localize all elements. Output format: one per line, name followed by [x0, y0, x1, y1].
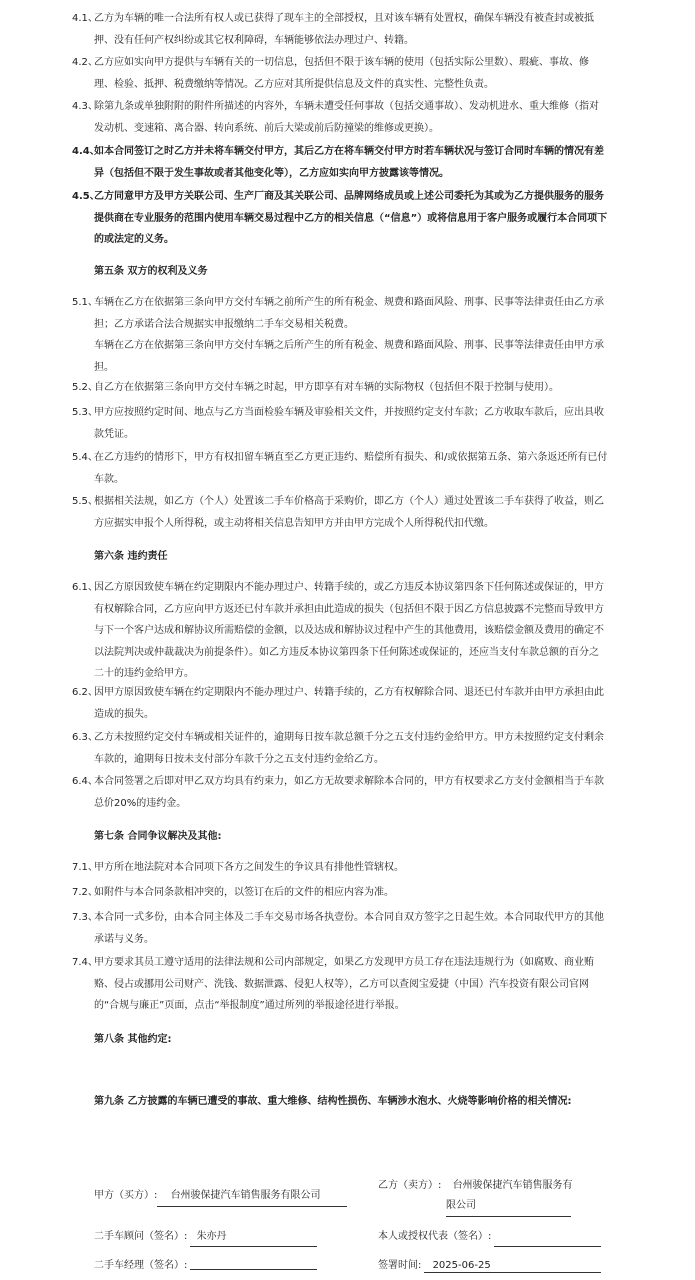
seller-value-line1: 台州骏保捷汽车销售服务有: [452, 1180, 573, 1191]
clause-5-4: [72, 447, 608, 490]
clause-text: 乙方同意甲方及甲方关联公司、生产厂商及其关联公司、品牌网络成员或上述公司委托为其或为乙方提供服务的服务提供商在专业服务的范围内使用车辆交易过程中乙方的相关信息（“信息”）或将信息用于客户服务或履行本合同项下的或法定的义务。: [94, 191, 608, 245]
representative-label: 本人或授权代表（签名）:: [378, 1231, 492, 1242]
clause-number: 7.3、: [72, 912, 98, 923]
signing-date-block: [378, 1256, 491, 1276]
clause-5-5: [72, 491, 608, 534]
clause-text: 如本合同签订之时乙方并未将车辆交付甲方，其后乙方在将车辆交付甲方时若车辆状况与签订合同时车辆的情况有差异（包括但不限于发生事故或者其他变化等），乙方应如实向甲方披露该等情况。: [94, 146, 604, 179]
clause-number: 5.4、: [72, 452, 98, 463]
clause-text: 因甲方原因致使车辆在约定期限内不能办理过户、转籍手续的，乙方有权解除合同、退还已付车款并由甲方承担由此造成的损失。: [94, 687, 604, 720]
clause-text: 本合同一式多份，由本合同主体及二手车交易市场各执壹份。本合同自双方签字之日起生效。本合同取代甲方的其他承诺与义务。: [94, 912, 604, 945]
clause-text: 自乙方在依据第三条向甲方交付车辆之时起，甲方即享有对车辆的实际物权（包括但不限于控制与使用）。: [94, 382, 559, 393]
clause-6-2: [72, 682, 608, 725]
signing-date-label: 签署时间:: [378, 1260, 422, 1271]
advisor-label: 二手车顾问（签名）:: [94, 1231, 188, 1242]
advisor-signature-block: [94, 1227, 227, 1247]
clause-text: 乙方为车辆的唯一合法所有权人或已获得了现车主的全部授权，且对该车辆有处置权，确保车辆没有被查封或被抵押、没有任何产权纠纷或其它权利障碍，车辆能够依法办理过户、转籍。: [94, 13, 594, 46]
seller-label: 乙方（卖方）:: [378, 1180, 442, 1191]
advisor-signature-line: [190, 1246, 317, 1247]
clause-7-4: [72, 952, 608, 1017]
clause-text: 乙方未按照约定交付车辆或相关证件的，逾期每日按车款总额千分之五支付违约金给甲方。甲方未按照约定支付剩余车款的，逾期每日按未支付部分车款千分之五支付违约金给乙方。: [94, 732, 604, 765]
buyer-signature-block: [94, 1186, 321, 1206]
clause-6-1: [72, 577, 608, 685]
advisor-value: 朱亦丹: [196, 1231, 227, 1242]
clause-number: 5.1、: [72, 297, 98, 308]
buyer-label: 甲方（买方）:: [94, 1190, 158, 1201]
seller-signature-block: [378, 1176, 573, 1196]
clause-5-1: [72, 292, 608, 378]
clause-5-2: [72, 377, 608, 399]
article-9-heading: 第九条 乙方披露的车辆已遭受的事故、重大维修、结构性损伤、车辆涉水泡水、火烧等影响价格的相关情况:: [94, 1096, 572, 1107]
clause-text: 车辆在乙方在依据第三条向甲方交付车辆之后所产生的所有税金、规费和路面风险、刑事、民事等法律责任由甲方承担。: [94, 340, 604, 373]
signing-date-value: 2025-06-25: [432, 1260, 491, 1271]
clause-number: 7.2、: [72, 887, 98, 898]
manager-signature-block: [94, 1256, 187, 1276]
clause-5-3: [72, 402, 608, 445]
clause-6-3: [72, 727, 608, 770]
clause-number: 7.4、: [72, 957, 98, 968]
buyer-signature-line: [157, 1206, 347, 1207]
seller-signature-line: [446, 1216, 571, 1217]
manager-signature-line: [190, 1269, 317, 1270]
clause-number: 6.2、: [72, 687, 98, 698]
seller-value-line2: 限公司: [446, 1200, 476, 1211]
clause-7-2: [72, 882, 608, 904]
clause-number: 4.1、: [72, 13, 98, 24]
clause-number: 5.2、: [72, 382, 98, 393]
clause-text: 如附件与本合同条款相冲突的，以签订在后的文件的相应内容为准。: [94, 887, 394, 898]
clause-4-2: [72, 52, 608, 95]
representative-signature-line: [494, 1246, 601, 1247]
clause-4-1: [72, 8, 608, 51]
clause-text: 乙方应如实向甲方提供与车辆有关的一切信息，包括但不限于该车辆的使用（包括实际公里数）、瑕疵、事故、修理、检验、抵押、税费缴纳等情况。乙方应对其所提供信息及文件的真实性、完整性负责。: [94, 57, 589, 90]
clause-text: 甲方应按照约定时间、地点与乙方当面检验车辆及审验相关文件，并按照约定支付车款；乙方收取车款后，应出具收款凭证。: [94, 407, 604, 440]
clause-number: 4.3、: [72, 101, 98, 112]
clause-4-5: [72, 186, 608, 251]
article-6-heading: 第六条 违约责任: [94, 551, 168, 562]
clause-number: 6.4、: [72, 776, 98, 787]
representative-signature-block: [378, 1227, 491, 1247]
clause-4-3: [72, 96, 608, 139]
clause-text: 因乙方原因致使车辆在约定期限内不能办理过户、转籍手续的，或乙方违反本协议第四条下任何陈述或保证的，甲方有权解除合同，乙方应向甲方返还已付车款并承担由此造成的损失（包括但不限于因乙方信息披露不完整而导致甲方与下一个客户达成和解协议所需赔偿的金额，以及达成和解协议过程中产生的其他费用，该赔偿金额及费用的确定不以法院判决或仲裁裁决为前提条件）。如乙方违反本协议第四条下任何陈述或保证的，还应当支付车款总额的百分之二十的违约金给甲方。: [94, 582, 604, 679]
clause-text: 甲方要求其员工遵守适用的法律法规和公司内部规定，如果乙方发现甲方员工存在违法违规行为（如腐败、商业贿赂、侵占或挪用公司财产、洗钱、数据泄露、侵犯人权等），乙方可以查阅宝爱捷（中国）汽车投资有限公司官网的“合规与廉正”页面，点击“举报制度”通过所列的举报途径进行举报。: [94, 957, 594, 1011]
article-7-heading: 第七条 合同争议解决及其他:: [94, 831, 222, 842]
clause-number: 4.4、: [72, 146, 100, 157]
clause-number: 6.3、: [72, 732, 98, 743]
clause-number: 4.2、: [72, 57, 98, 68]
clause-text: 甲方所在地法院对本合同项下各方之间发生的争议具有排他性管辖权。: [94, 862, 404, 873]
clause-number: 5.5、: [72, 496, 98, 507]
signing-date-line: [424, 1272, 601, 1273]
clause-text: 本合同签署之后即对甲乙双方均具有约束力，如乙方无故要求解除本合同的，甲方有权要求乙方支付金额相当于车款总价20%的违约金。: [94, 776, 604, 809]
clause-number: 6.1、: [72, 582, 98, 593]
clause-number: 7.1、: [72, 862, 98, 873]
clause-number: 4.5、: [72, 191, 100, 202]
clause-text: 除第九条或单独附附的附件所描述的内容外，车辆未遭受任何事故（包括交通事故）、发动机进水、重大维修（指对发动机、变速箱、离合器、转向系统、前后大梁或前后防撞梁的维修或更换）。: [94, 101, 599, 134]
clause-text: 在乙方违约的情形下，甲方有权扣留车辆直至乙方更正违约、赔偿所有损失、和/或依据第五条、第六条返还所有已付车款。: [94, 452, 608, 485]
clause-4-4: [72, 141, 608, 184]
clause-number: 5.3、: [72, 407, 98, 418]
buyer-value: 台州骏保捷汽车销售服务有限公司: [170, 1190, 321, 1201]
clause-7-1: [72, 857, 608, 879]
clause-text: 车辆在乙方在依据第三条向甲方交付车辆之前所产生的所有税金、规费和路面风险、刑事、民事等法律责任由乙方承担；乙方承诺合法合规据实申报缴纳二手车交易相关税费。: [94, 297, 604, 330]
clause-text: 根据相关法规，如乙方（个人）处置该二手车价格高于采购价，即乙方（个人）通过处置该二手车获得了收益，则乙方应据实申报个人所得税，或主动将相关信息告知甲方并由甲方完成个人所得税代扣代缴。: [94, 496, 604, 529]
clause-7-3: [72, 907, 608, 950]
manager-label: 二手车经理（签名）:: [94, 1260, 188, 1271]
article-5-heading: 第五条 双方的权利及义务: [94, 266, 208, 277]
clause-6-4: [72, 771, 608, 814]
article-8-heading: 第八条 其他约定:: [94, 1034, 172, 1045]
